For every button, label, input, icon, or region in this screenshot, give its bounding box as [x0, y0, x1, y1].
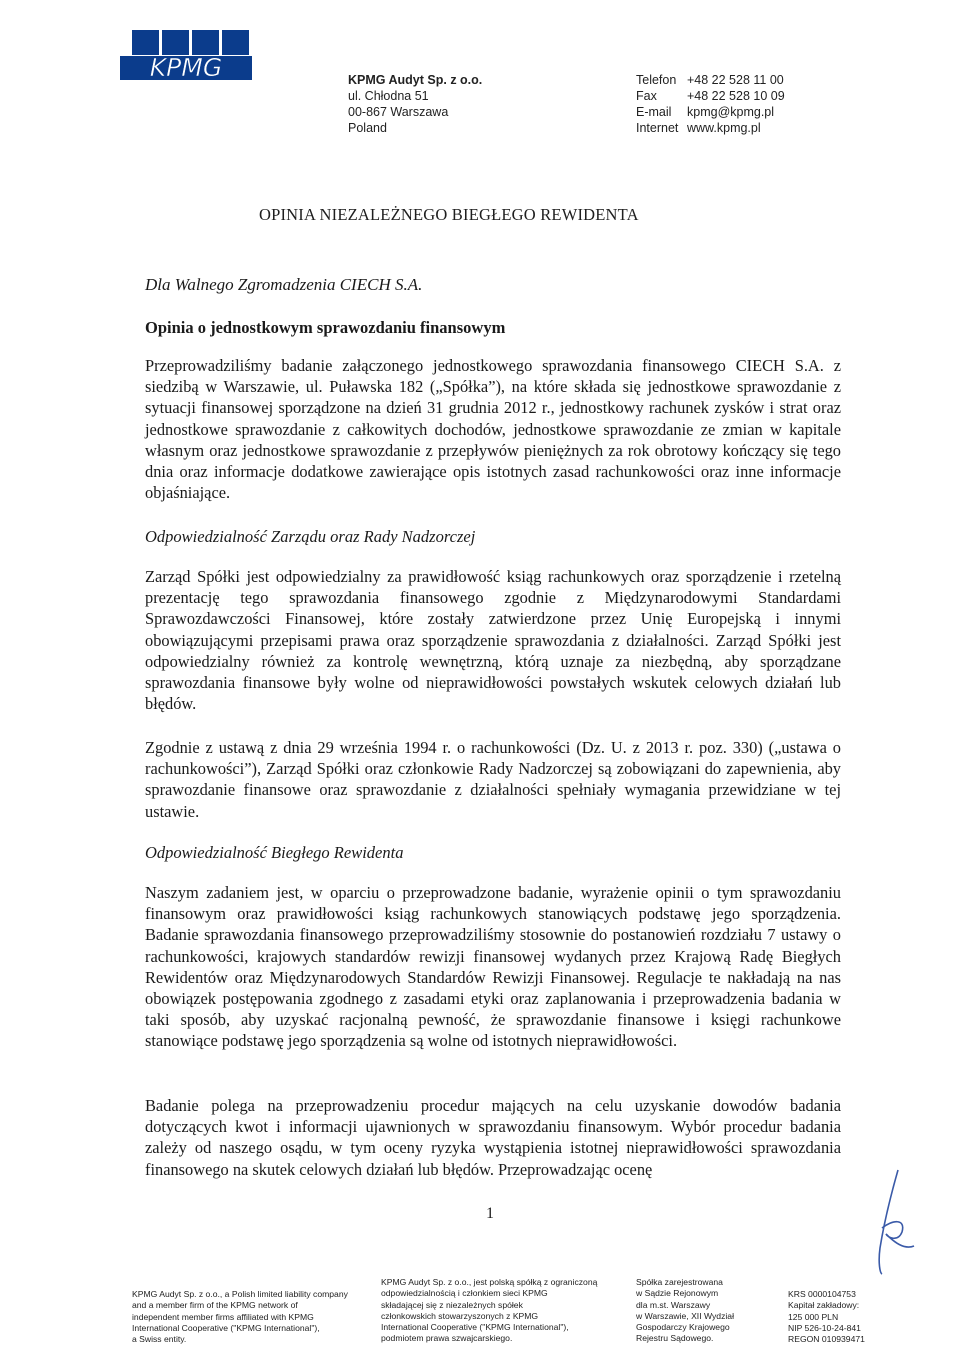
contact-email [636, 104, 785, 120]
company-country: Poland [348, 121, 387, 135]
contact-label: Fax [636, 89, 657, 103]
contact-fax [636, 88, 785, 104]
company-name: KPMG Audyt Sp. z o.o. [348, 73, 483, 87]
contact-phone [636, 72, 785, 88]
company-city: 00-867 Warszawa [348, 105, 449, 119]
contact-internet [636, 120, 785, 136]
paragraph-auditor-responsibility: Naszym zadaniem jest, w oparciu o przeprowadzone badanie, wyrażenie opinii o tym sprawozdaniu finansowym oraz prawidłowości ksiąg rachunkowych stanowiących podstawę jego sporządzenia. Badanie sprawozdania finansowego przeprowadziliśmy stosownie do postanowień rozdziału 7 ustawy o rachunkowości, krajowych standardów rewizji finansowej wydanych przez Krajową Radę Biegłych Rewidentów oraz Międzynarodowych Standardów Rewizji Finansowej. Regulacje te nakładają na nas obowiązek postępowania zgodnego z zasadami etyki oraz zaplanowania i przeprowadzenia badania w taki sposób, aby uzyskać racjonalną pewność, że sprawozdanie finansowe i księgi rachunkowe stanowiące podstawę jego sporządzenia są wolne od istotnych nieprawidłowości. [145, 883, 841, 1051]
footer-registry-numbers: KRS 0000104753 Kapitał zakładowy: 125 000 PLN NIP 526-10-24-841 REGON 010939471 [788, 1289, 865, 1345]
footer-company-info-pl: KPMG Audyt Sp. z o.o., jest polską spółką z ograniczoną odpowiedzialnością i członkiem sieci KPMG składającej się z niezależnych spółek członkowskich stowarzyszonych z KPMG International Cooperative ("KPMG International"), podmiotem prawa szwajcarskiego. [381, 1277, 598, 1344]
contact-value: www.kpmg.pl [687, 121, 761, 135]
document-title: OPINIA NIEZALEŻNEGO BIEGŁEGO REWIDENTA [259, 205, 639, 224]
company-address [348, 72, 482, 136]
page-number: 1 [486, 1205, 494, 1222]
footer-registration: Spółka zarejestrowana w Sądzie Rejonowym dla m.st. Warszawy w Warszawie, XII Wydział Gospodarczy Krajowego Rejestru Sądowego. [636, 1277, 734, 1344]
paragraph-audit-procedures: Badanie polega na przeprowadzeniu procedur mających na celu uzyskanie dowodów badania dotyczących kwot i informacji ujawnionych w sprawozdaniu finansowym. Wybór procedur badania zależy od naszego osądu, w tym oceny ryzyka wystąpienia istotnej nieprawidłowości sprawozdania finansowego na skutek celowych działań lub błędów. Przeprowadzając ocenę [145, 1096, 841, 1179]
contact-value: +48 22 528 10 09 [687, 89, 785, 103]
kpmg-logo [120, 30, 252, 82]
subheading-auditor-responsibility: Odpowiedzialność Biegłego Rewidenta [145, 843, 404, 862]
contact-value: +48 22 528 11 00 [687, 73, 784, 87]
paragraph-audit-scope: Przeprowadziliśmy badanie załączonego jednostkowego sprawozdania finansowego CIECH S.A. z siedzibą w Warszawie, ul. Puławska 182 („Spółka”), na które składa się jednostkowe sprawozdanie z sytuacji finansowej sporządzone na dzień 31 grudnia 2012 r., jednostkowy rachunek zysków i strat oraz jednostkowe sprawozdanie z całkowitych dochodów, jednostkowe sprawozdanie ze zmian w kapitale własnym oraz jednostkowe sprawozdanie z przepływów pieniężnych za rok obrotowy kończący się tego dnia oraz informacje dodatkowe zawierające opis istotnych zasad rachunkowości oraz inne informacje objaśniające. [145, 356, 841, 503]
footer-company-info-en: KPMG Audyt Sp. z o.o., a Polish limited liability company and a member firm of the KPMG network of independent member firms affiliated with KPMG International Cooperative ("KPMG International"), a Swiss entity. [132, 1289, 348, 1345]
signature-mark [858, 1168, 918, 1278]
contact-label: Telefon [636, 73, 677, 87]
paragraph-management-responsibility: Zarząd Spółki jest odpowiedzialny za prawidłowość ksiąg rachunkowych oraz sporządzenie i rzetelną prezentację tego sprawozdania finansowego zgodnie z Międzynarodowymi Standardami Sprawozdawczości Finansowej, które zostały zatwierdzone przez Unię Europejską i innymi obowiązującymi przepisami prawa oraz sporządzenie sprawozdania z działalności. Zarząd Spółki jest odpowiedzialny również za kontrolę wewnętrzną, którą uznaje za niezbędną, aby sporządzane sprawozdania finansowe były wolne od nieprawidłowości powstałych wskutek celowych działań lub błędów. [145, 567, 841, 714]
contact-details [636, 72, 785, 136]
contact-value: kpmg@kpmg.pl [687, 105, 775, 119]
contact-label: Internet [636, 121, 679, 135]
contact-label: E-mail [636, 105, 672, 119]
svg-text:KPMG: KPMG [149, 53, 223, 82]
company-street: ul. Chłodna 51 [348, 89, 429, 103]
addressee: Dla Walnego Zgromadzenia CIECH S.A. [145, 275, 423, 294]
section-heading: Opinia o jednostkowym sprawozdaniu finansowym [145, 318, 506, 337]
subheading-management-responsibility: Odpowiedzialność Zarządu oraz Rady Nadzorczej [145, 527, 476, 546]
paragraph-accounting-act: Zgodnie z ustawą z dnia 29 września 1994 r. o rachunkowości (Dz. U. z 2013 r. poz. 330) („ustawa o rachunkowości”), Zarząd Spółki oraz członkowie Rady Nadzorczej są zobowiązani do zapewnienia, aby sprawozdanie finansowe oraz sprawozdanie z działalności spełniały wymagania przewidziane w tej ustawie. [145, 738, 841, 821]
